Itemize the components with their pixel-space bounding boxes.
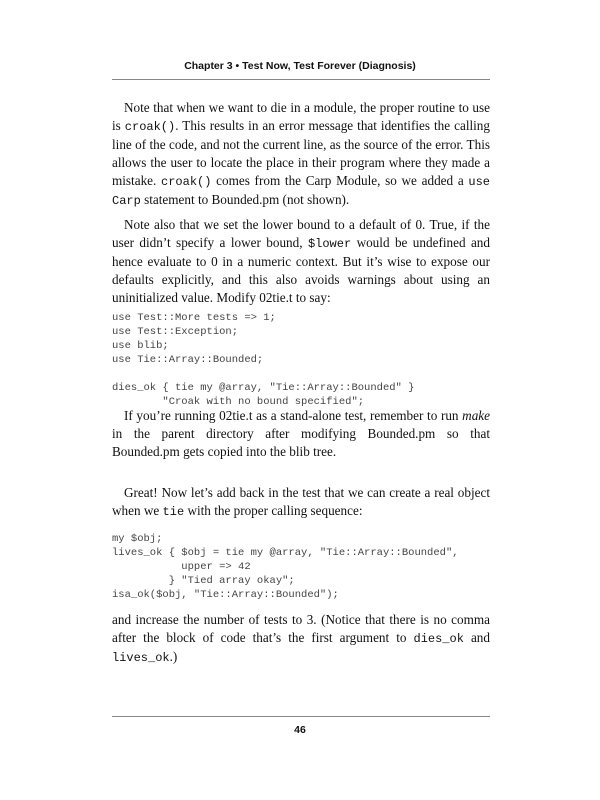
- footer-rule: [112, 716, 490, 717]
- inline-code: $lower: [307, 237, 352, 251]
- text-run: statement to Bounded.pm (not shown).: [140, 192, 350, 207]
- inline-code: use Carp: [112, 175, 490, 208]
- text-run: . This results in an error message that identifies the calling line of the code, and not the current line, as the source of the error. This allows the user to locate the place in their program where they made a mistake.: [112, 118, 490, 188]
- inline-code: lives_ok: [112, 651, 170, 665]
- paragraph-increase-tests: [112, 611, 490, 667]
- inline-code: croak(): [124, 120, 176, 134]
- text-run: .): [169, 649, 178, 664]
- paragraph-croak: [112, 99, 490, 210]
- text-run: in the parent directory after modifying Bounded.pm so that Bounded.pm gets copied into the blib tree.: [112, 426, 490, 459]
- inline-code: croak(): [161, 175, 212, 189]
- text-run: comes from the Carp Module, so we added a: [211, 173, 469, 188]
- code-block-dies-ok: use Test::More tests => 1; use Test::Exception; use blib; use Tie::Array::Bounded; dies_ok { tie my @array, "Tie::Array::Bounded" } "Croak with no bound specified";: [112, 312, 415, 408]
- text-run: If you’re running 02tie.t as a stand-alone test, remember to run: [124, 408, 463, 423]
- page-number: 46: [294, 724, 306, 736]
- inline-code: dies_ok: [413, 632, 464, 646]
- text-run: Note also that we set the lower bound to a default of 0. True, if the user didn’t specify a lower bound,: [112, 217, 490, 250]
- text-run: with the proper calling sequence:: [184, 503, 363, 518]
- emphasis-text: make: [462, 408, 490, 423]
- text-run: and: [463, 630, 490, 645]
- text-run: would be undefined and hence evaluate to 0 in a numeric context. But it’s wise to expose our defaults explicitly, and this also avoids warnings about using an uninitialized value. Modify 02tie.t to say:: [112, 235, 490, 305]
- text-run: Note that when we want to die in a module, the proper routine to use is: [112, 100, 490, 133]
- inline-code: tie: [162, 505, 185, 519]
- header-rule: [112, 79, 490, 80]
- text-run: Great! Now let’s add back in the test that we can create a real object when we: [112, 485, 490, 518]
- code-block-lives-ok: my $obj; lives_ok { $obj = tie my @array, "Tie::Array::Bounded", upper => 42 } "Tied array okay"; isa_ok($obj, "Tie::Array::Bounded");: [112, 533, 459, 601]
- paragraph-lower-bound: [112, 216, 490, 307]
- running-header: Chapter 3 • Test Now, Test Forever (Diagnosis): [184, 60, 416, 72]
- paragraph-tie: [112, 484, 490, 521]
- text-run: and increase the number of tests to 3. (Notice that there is no comma after the block of code that’s the first argument to: [112, 612, 490, 645]
- paragraph-make: [112, 407, 490, 461]
